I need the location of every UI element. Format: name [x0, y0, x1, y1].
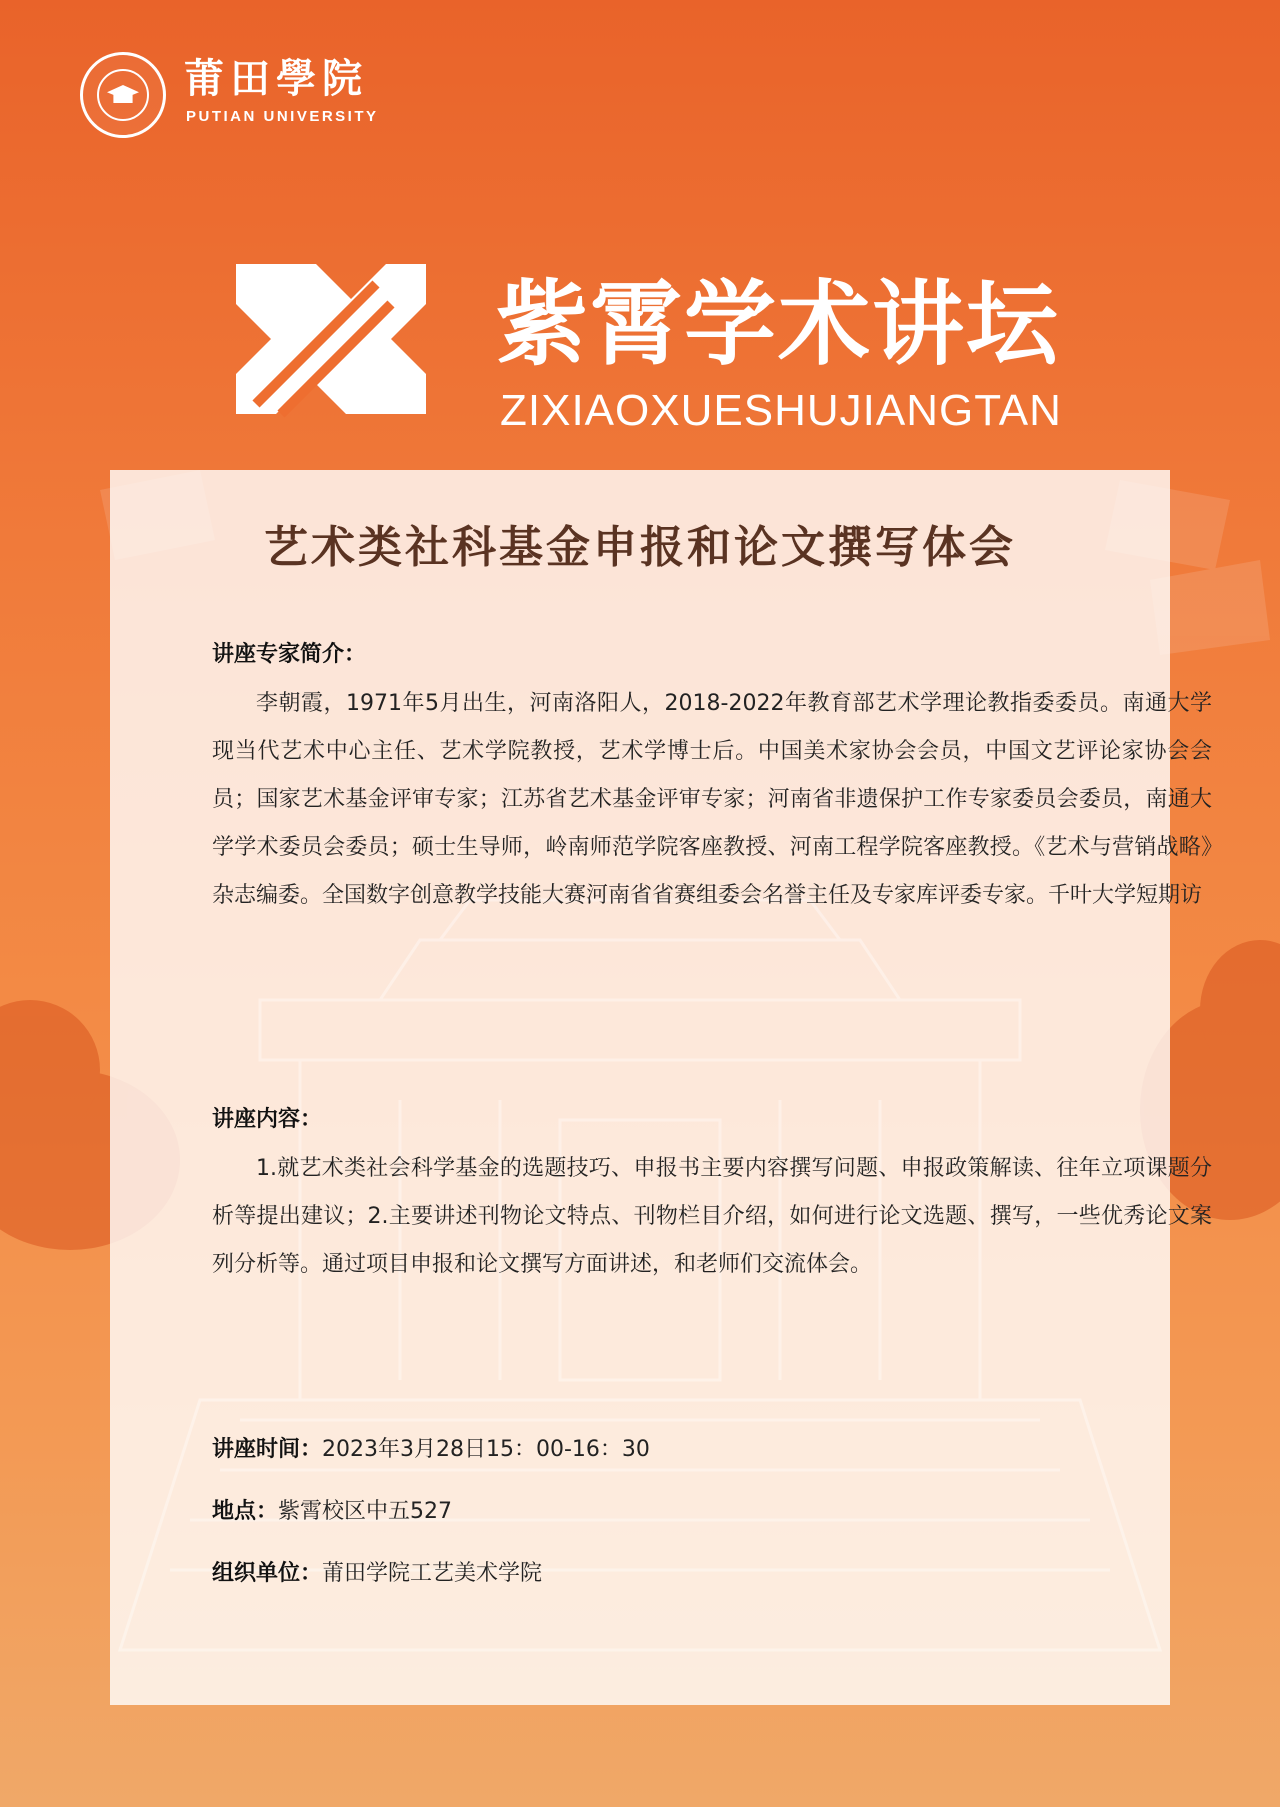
location-value: 紫霄校区中五527 [278, 1499, 453, 1524]
forum-pinyin: ZIXIAOXUESHUJIANGTAN [500, 386, 1062, 435]
lecture-title: 艺术类社科基金申报和论文撰写体会 [264, 522, 1016, 573]
university-logo [80, 50, 400, 140]
university-name-cn: 莆田學院 [184, 55, 368, 102]
time-label: 讲座时间： [212, 1437, 323, 1462]
content-heading: 讲座内容： [212, 1107, 323, 1132]
university-seal-icon [80, 52, 166, 138]
university-name-en: PUTIAN UNIVERSITY [186, 108, 379, 125]
time-value: 2023年3月28日15：00-16：30 [322, 1437, 650, 1462]
expert-heading: 讲座专家简介： [212, 642, 367, 667]
location-line [212, 1497, 452, 1527]
forum-cross-logo-icon [226, 254, 436, 424]
forum-title: 紫霄学术讲坛 [496, 271, 1061, 378]
location-label: 地点： [212, 1499, 279, 1524]
time-line [212, 1435, 650, 1465]
content-text: 1.就艺术类社会科学基金的选题技巧、申报书主要内容撰写问题、申报政策解读、往年立项课题分析等提出建议；2.主要讲述刊物论文特点、刊物栏目介绍，如何进行论文选题、撰写，一些优秀论文案列分析等。通过项目申报和论文撰写方面讲述，和老师们交流体会。 [212, 1156, 1212, 1277]
organizer-value: 莆田学院工艺美术学院 [322, 1561, 543, 1586]
expert-bio: 李朝霞，1971年5月出生，河南洛阳人，2018-2022年教育部艺术学理论教指委委员。南通大学现当代艺术中心主任、艺术学院教授，艺术学博士后。中国美术家协会会员，中国文艺评论家协会会员；国家艺术基金评审专家；江苏省艺术基金评审专家；河南省非遗保护工作专家委员会委员，南通大学学术委员会委员；硕士生导师，岭南师范学院客座教授、河南工程学院客座教授。《艺术与营销战略》杂志编委。全国数字创意教学技能大赛河南省省赛组委会名誉主任及专家库评委专家。千叶大学短期访 [212, 691, 1212, 908]
content-panel [110, 470, 1212, 1705]
organizer-line [212, 1559, 542, 1589]
organizer-label: 组织单位： [212, 1561, 323, 1586]
